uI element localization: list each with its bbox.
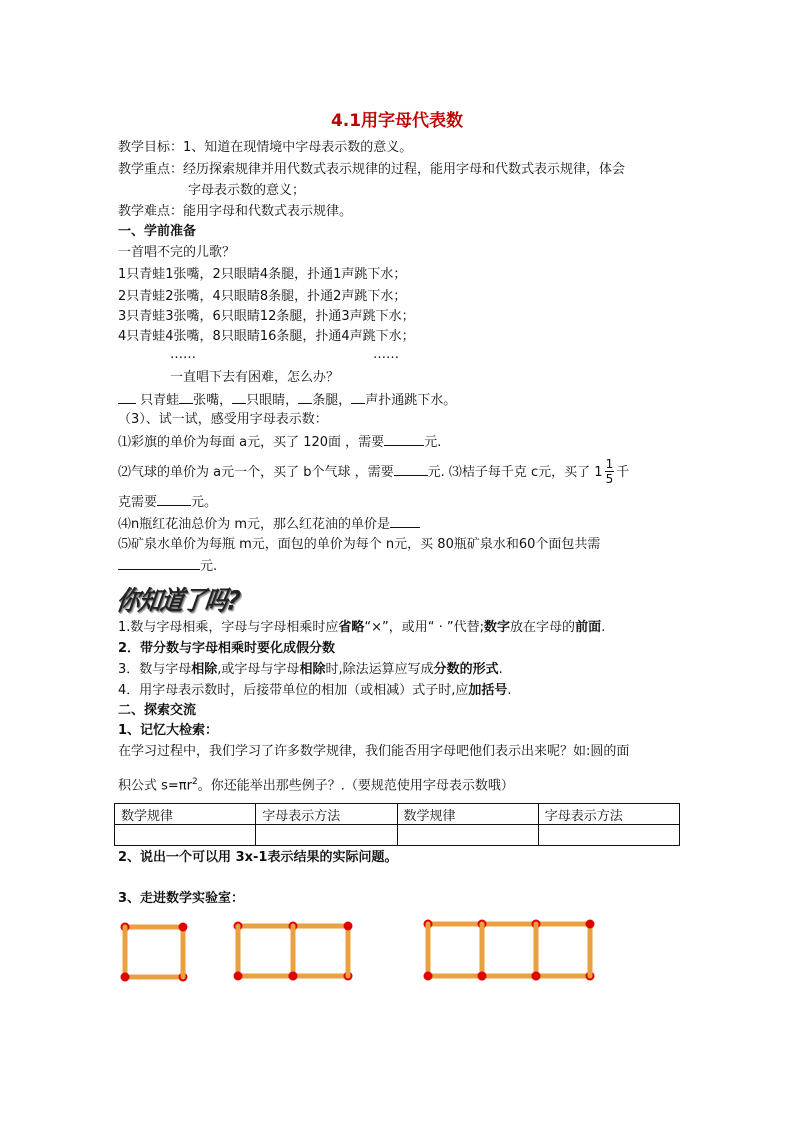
rule-text: . bbox=[498, 662, 503, 677]
rule-emphasis: 相除 bbox=[299, 662, 326, 677]
fraction-denominator: 5 bbox=[605, 472, 614, 486]
match-head bbox=[179, 923, 188, 932]
ellipsis-right: …… bbox=[373, 347, 399, 362]
exercise-text: 千 bbox=[616, 465, 630, 480]
rule-text: 1.数与字母相乘，字母与字母相乘时应 bbox=[118, 620, 339, 635]
match-head bbox=[532, 972, 541, 981]
exercise-text: ⑴彩旗的单价为每面 a元，买了 120面 ，需要 bbox=[118, 435, 385, 450]
did-you-know-banner: 你知道了吗? bbox=[114, 586, 242, 617]
rule-emphasis: 前面 bbox=[575, 620, 602, 635]
math-lab-heading: 3、走进数学实验室： bbox=[118, 891, 245, 906]
rule-emphasis: 省略 bbox=[338, 620, 365, 635]
rule-text: 4．用字母表示数时，后接带单位的相加（或相减）式子时,应 bbox=[118, 683, 469, 698]
exercise-text: ⑵气球的单价为 a元一个，买了 b个气球 ，需要 bbox=[118, 465, 394, 480]
table-header-cell: 字母表示方法 bbox=[538, 804, 679, 825]
exercise-text: 元. bbox=[200, 559, 218, 574]
fill-text: 只青蛙 bbox=[140, 393, 180, 408]
exercise-text: 元. bbox=[424, 435, 442, 450]
table-header-cell: 字母表示方法 bbox=[256, 804, 397, 825]
fill-text: 条腿， bbox=[312, 393, 352, 408]
ellipsis-left: …… bbox=[170, 347, 196, 362]
memory-search-heading: 1、记忆大检索： bbox=[118, 723, 219, 738]
formula-text: 。你还能举出那些例子？.（要规范使用字母表示数哦） bbox=[197, 778, 514, 794]
page-title: 4.1用字母代表数 bbox=[330, 111, 464, 131]
teaching-key-point: 教学重点：经历探索规律并用代数式表示规律的过程，能用字母和代数式表示规律，体会 bbox=[118, 162, 626, 177]
formula-exponent: 2 bbox=[191, 777, 198, 787]
fill-text: 张嘴， bbox=[193, 393, 233, 408]
teaching-key-point-cont: 字母表示数的意义； bbox=[188, 183, 306, 198]
rule-text: . bbox=[601, 620, 606, 635]
song-line-2: 2只青蛙2张嘴，4只眼睛8条腿，扑通2声跳下水； bbox=[118, 289, 407, 304]
exercise-text: 元. ⑶桔子每千克 c元，买了 1 bbox=[427, 465, 603, 480]
exercise-5: ⑸矿泉水单价为每瓶 m元，面包的单价为每个 n元，买 80瓶矿泉水和60个面包共需 bbox=[118, 537, 601, 552]
match-head bbox=[586, 920, 595, 929]
match-head bbox=[121, 973, 130, 982]
rule-emphasis: 加括号 bbox=[468, 683, 508, 698]
rule-2: 2．带分数与字母相乘时要化成假分数 bbox=[118, 641, 336, 656]
try-heading: （3）、试一试，感受用字母表示数： bbox=[118, 412, 328, 427]
rule-emphasis: 分数的形式 bbox=[433, 662, 499, 677]
rule-text: . bbox=[507, 683, 512, 698]
match-head bbox=[344, 922, 353, 931]
teaching-difficulty: 教学难点：能用字母和代数式表示规律。 bbox=[118, 204, 353, 219]
formula-text: 积公式 s=πr bbox=[118, 778, 192, 794]
match-head bbox=[234, 972, 243, 981]
table-header-cell: 数学规律 bbox=[115, 804, 256, 825]
song-line-3: 3只青蛙3张嘴，6只眼睛12条腿，扑通3声跳下水； bbox=[118, 309, 415, 324]
rule-text: “×”，或用“ · ”代替; bbox=[364, 620, 485, 635]
rule-emphasis: 相除 bbox=[191, 662, 218, 677]
song-line-4: 4只青蛙4张嘴，8只眼睛16条腿，扑通4声跳下水； bbox=[118, 329, 415, 344]
section-2-heading: 二、探索交流 bbox=[118, 703, 197, 718]
rule-emphasis: 数字 bbox=[484, 620, 511, 635]
fraction-numerator: 1 bbox=[605, 457, 614, 471]
fill-text: 只眼睛， bbox=[246, 393, 299, 408]
match-head bbox=[424, 972, 433, 981]
rule-text: 时,除法运算应写成 bbox=[325, 662, 434, 677]
match-head bbox=[289, 972, 298, 981]
song-title: 一首唱不完的儿歌？ bbox=[118, 245, 236, 260]
table-header-cell: 数学规律 bbox=[397, 804, 538, 825]
section-1-heading: 一、学前准备 bbox=[118, 224, 197, 239]
exercise-text: ⑷n瓶红花油总价为 m元，那么红花油的单价是 bbox=[118, 517, 391, 532]
memory-search-para: 在学习过程中，我们学习了许多数学规律，我们能否用字母吧他们表示出来呢？如:圆的面 bbox=[118, 744, 630, 759]
match-head bbox=[478, 972, 487, 981]
practical-problem-heading: 2、说出一个可以用 3x-1表示结果的实际问题。 bbox=[118, 850, 398, 865]
teaching-goal: 教学目标：1、知道在现情境中字母表示数的意义。 bbox=[118, 140, 413, 155]
rule-text: ,或字母与字母 bbox=[217, 662, 300, 677]
song-question: 一直唱下去有困难，怎么办？ bbox=[170, 370, 340, 385]
fill-text: 声扑通跳下水。 bbox=[365, 393, 457, 408]
rule-text: 3．数与字母 bbox=[118, 662, 192, 677]
rule-text: 放在字母的 bbox=[510, 620, 576, 635]
exercise-text: 元。 bbox=[191, 495, 218, 510]
song-line-1: 1只青蛙1张嘴，2只眼睛4条腿，扑通1声跳下水； bbox=[118, 267, 407, 282]
exercise-text: 克需要 bbox=[118, 495, 158, 510]
